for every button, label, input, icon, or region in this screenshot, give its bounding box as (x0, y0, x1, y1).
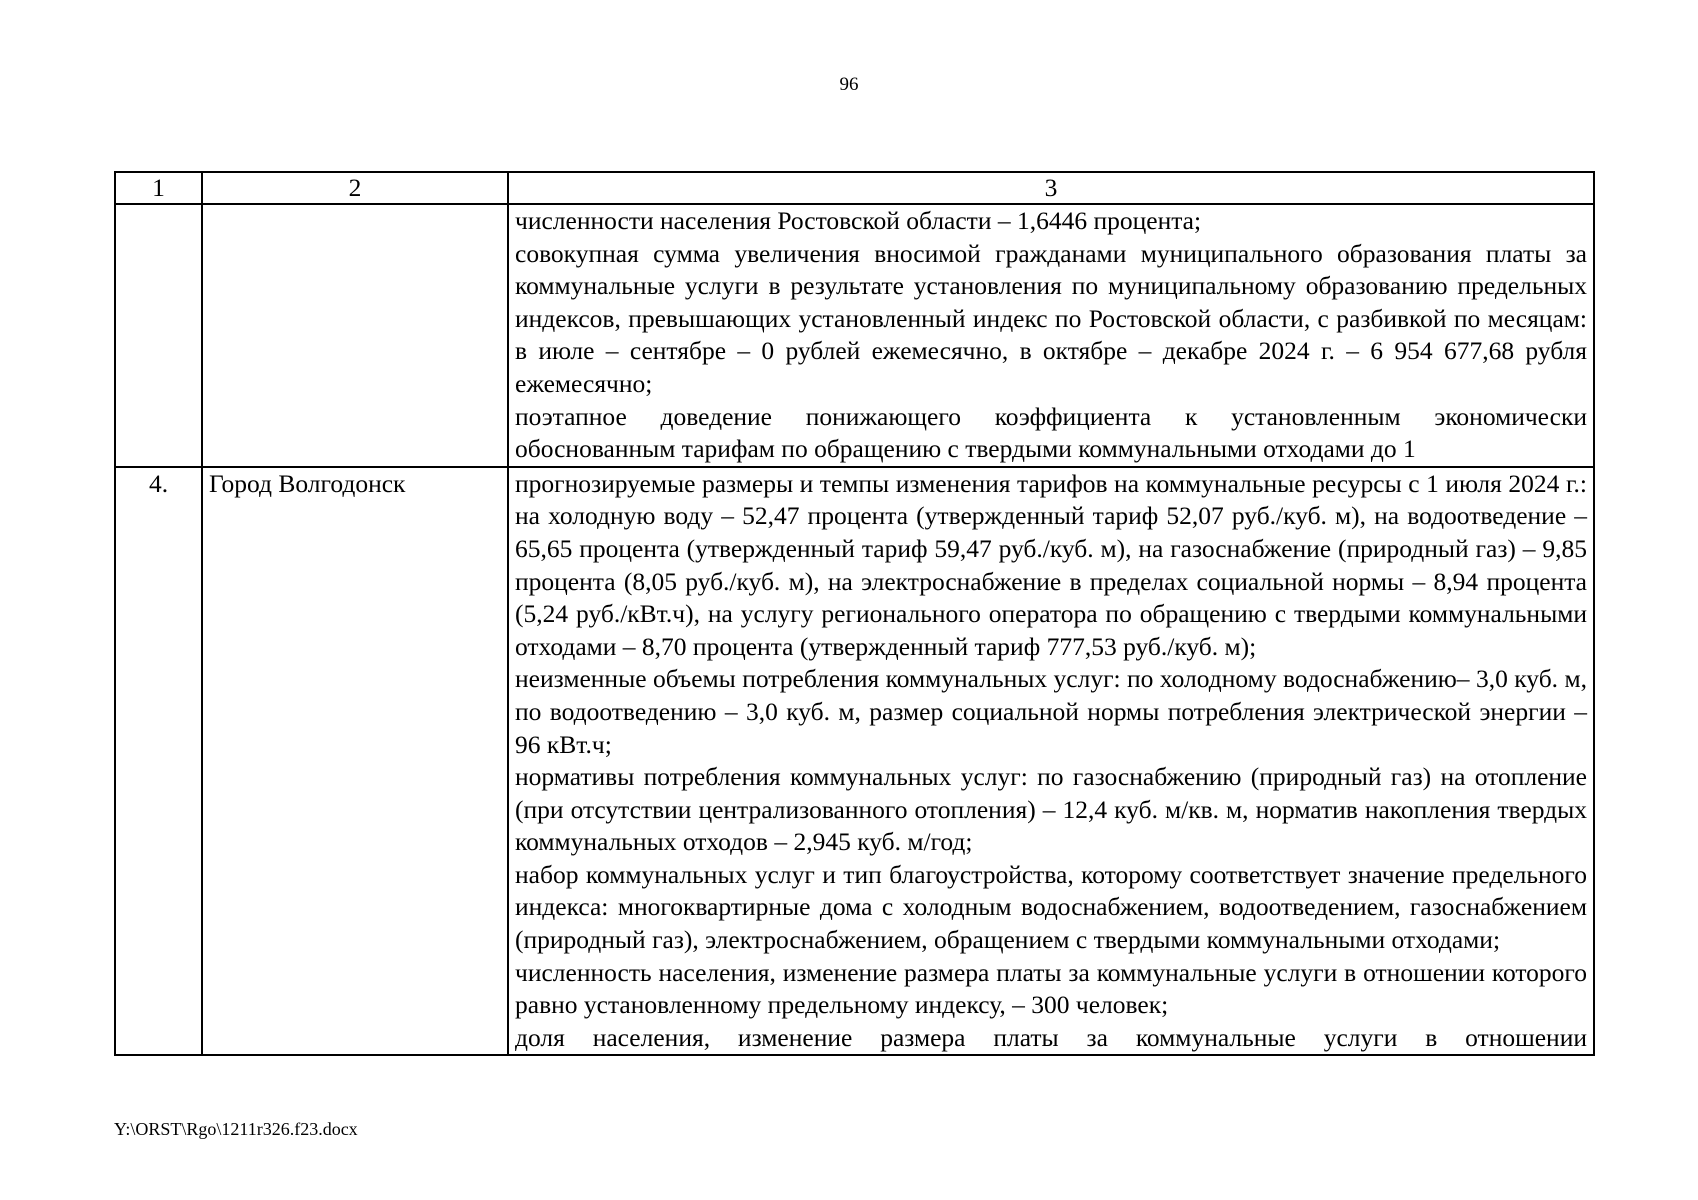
content-paragraph: совокупная сумма увеличения вносимой гражданами муниципального образования платы за коммунальные услуги в результате установления по муниципальному образованию предельных индексов, превышающих установленный индекс по Ростовской области, с разбивкой по месяцам: в июле – сентябре – 0 рублей ежемесячно, в октябре – декабре 2024 г. – 6 954 677,68 рубля ежемесячно; (515, 238, 1587, 398)
content-paragraph: поэтапное доведение понижающего коэффициента к установленным экономически обоснованным тарифам по обращению с твердыми коммунальными отходами до 1 (515, 401, 1587, 464)
table-row (115, 467, 1594, 1056)
column-header-3: 3 (508, 172, 1594, 204)
row-content-cell (508, 204, 1594, 467)
column-header-1: 1 (115, 172, 202, 204)
municipality-name-cell (202, 204, 508, 467)
table-header-row (115, 172, 1594, 204)
column-header-2: 2 (202, 172, 508, 204)
content-paragraph: численность населения, изменение размера платы за коммунальные услуги в отношении которого равно установленному предельному индексу, – 300 человек; (515, 957, 1587, 1020)
content-paragraph: набор коммунальных услуг и тип благоустройства, которому соответствует значение предельного индекса: многоквартирные дома с холодным водоснабжением, водоотведением, газоснабжением (природный газ), электроснабжением, обращением с твердыми коммунальными отходами; (515, 859, 1587, 955)
content-paragraph: неизменные объемы потребления коммунальных услуг: по холодному водоснабжению– 3,0 куб. м, по водоотведению – 3,0 куб. м, размер социальной нормы потребления электрической энергии – 96 кВт.ч; (515, 664, 1587, 759)
row-number-cell (115, 204, 202, 467)
content-paragraph: нормативы потребления коммунальных услуг: по газоснабжению (природный газ) на отопление (при отсутствии централизованного отопления) – 12,4 куб. м/кв. м, норматив накопления твердых коммунальных отходов – 2,945 куб. м/год; (515, 762, 1587, 857)
document-table (114, 171, 1595, 1056)
table-row (115, 204, 1594, 467)
content-paragraph: численности населения Ростовской области – 1,6446 процента; (515, 206, 1202, 235)
municipality-name-cell: Город Волгодонск (202, 467, 508, 1056)
row-content-cell (508, 467, 1594, 1056)
content-paragraph: прогнозируемые размеры и темпы изменения тарифов на коммунальные ресурсы с 1 июля 2024 г.: на холодную воду – 52,47 процента (утвержденный тариф 52,07 руб./куб. м), на водоотведение – 65,65 процента (утвержденный тариф 59,47 руб./куб. м), на газоснабжение (природный газ) – 9,85 процента (8,05 руб./куб. м), на электроснабжение в пределах социальной нормы – 8,94 процента (5,24 руб./кВт.ч), на услугу регионального оператора по обращению с твердыми коммунальными отходами – 8,70 процента (утвержденный тариф 777,53 руб./куб. м); (515, 468, 1587, 661)
page-number: 96 (839, 74, 859, 95)
footer-file-path: Y:\ORST\Rgo\1211r326.f23.docx (114, 1119, 358, 1139)
row-number-cell: 4. (115, 467, 202, 1056)
content-paragraph: доля населения, изменение размера платы за коммунальные услуги в отношении (515, 1022, 1587, 1052)
